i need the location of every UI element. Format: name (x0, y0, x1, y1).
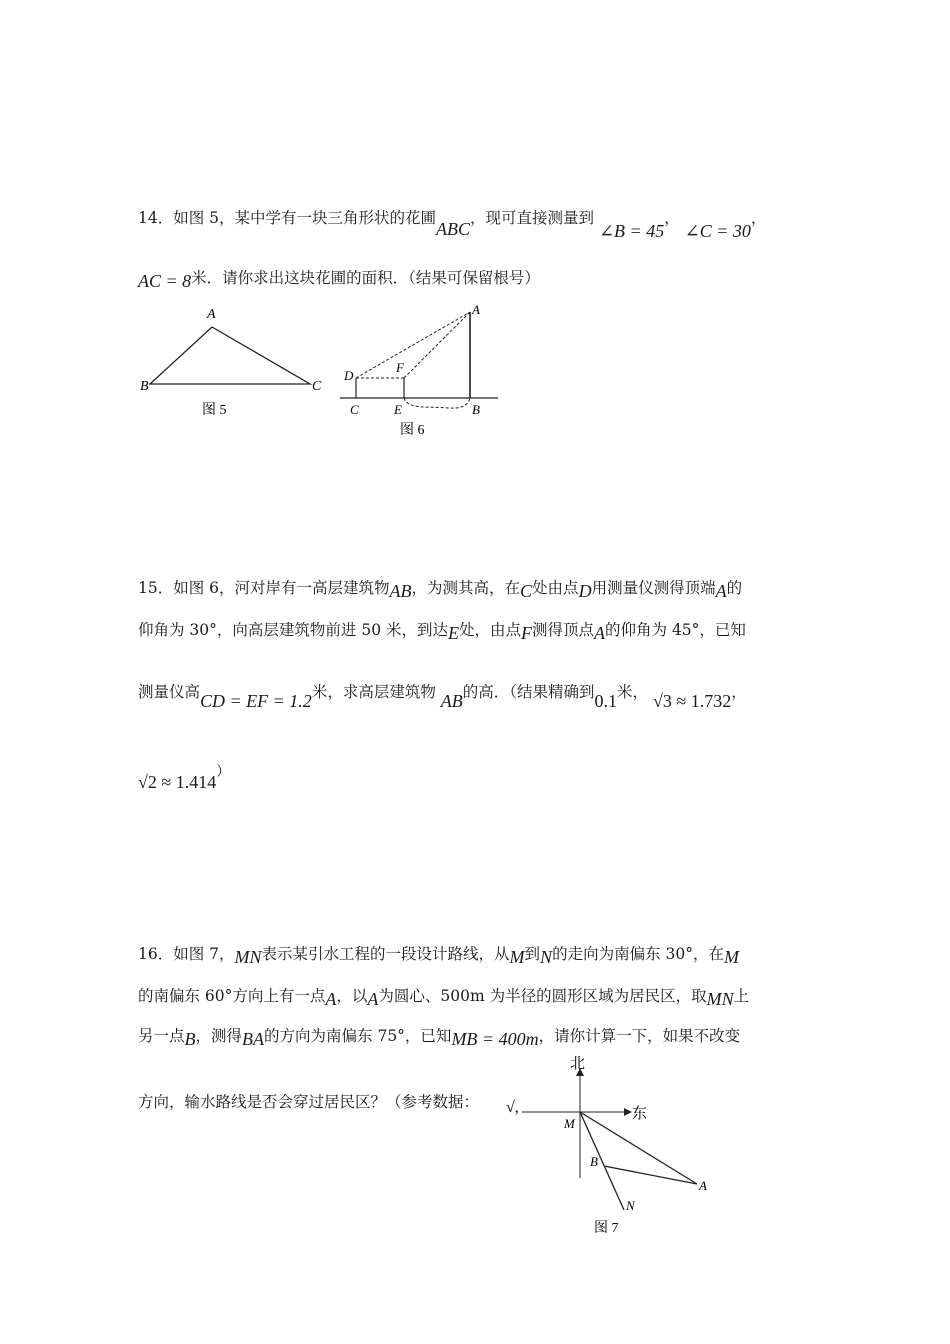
fig7-east-label: 东 (632, 1106, 648, 1122)
q16-line-2: 的南偏东 60°方向上有一点A，以A为圆心、500m 为半径的圆形区域为居民区，取MN上 (138, 987, 750, 1009)
fig7-label-m: M (564, 1116, 575, 1131)
triangle-abc (150, 327, 310, 384)
q15-line-1: 15．如图 6，河对岸有一高层建筑物AB，为测其高，在C处由点D用测量仪测得顶端A的 (138, 579, 743, 601)
fig7-label-b: B (590, 1154, 598, 1169)
sight-line-da (356, 312, 470, 378)
math-cd-ef: CD = EF = 1.2 (200, 691, 312, 711)
math-mb: MB = 400m (451, 1029, 539, 1049)
fig6-label-b: B (472, 402, 480, 417)
fig6-label-a: A (472, 302, 480, 317)
math-ab: AB (389, 581, 412, 601)
q14-line-2: AC = 8米．请你求出这块花圃的面积．（结果可保留根号） (138, 269, 540, 291)
fig6-caption: 图 6 (400, 423, 425, 438)
math-sqrt2: √2 ≈ 1.414 (138, 772, 217, 792)
q16-line-3: 另一点B，测得BA的方向为南偏东 75°，已知MB = 400m，请你计算一下，如果不改变 (138, 1027, 741, 1049)
q15-line-2: 仰角为 30°，向高层建筑物前进 50 米，到达E处，由点F测得顶点A的仰角为 45°，已知 (138, 621, 746, 643)
figure-6 (338, 300, 510, 440)
fig7-label-a: A (699, 1178, 707, 1193)
fig6-label-d: D (344, 368, 354, 383)
fig7-sqrt-fragment: √, (506, 1099, 519, 1116)
q15-line-4: √2 ≈ 1.414） (138, 764, 231, 792)
fig5-label-a: A (207, 307, 216, 322)
figure-7 (500, 1050, 730, 1240)
q16-line-4: 方向，输水路线是否会穿过居民区？（参考数据： (138, 1093, 480, 1111)
q14-line-1: 14．如图 5，某中学有一块三角形状的花圃ABC，现可直接测量到 ∠B = 45， ∠C = 30， (138, 209, 767, 241)
math-angle-c: ∠C = 30 (684, 221, 751, 241)
fig6-label-e: E (394, 402, 402, 417)
fig5-label-b: B (140, 379, 149, 394)
fig6-label-c: C (350, 402, 359, 417)
route-mn (580, 1112, 624, 1210)
fig7-caption: 图 7 (594, 1221, 619, 1236)
math-angle-b: ∠B = 45 (598, 221, 665, 241)
fig5-caption: 图 5 (202, 403, 227, 418)
fig5-label-c: C (312, 379, 322, 394)
figure-5 (138, 302, 338, 422)
math-ac: AC = 8 (138, 271, 192, 291)
fig7-north-label: 北 (570, 1056, 586, 1072)
fig7-label-n: N (626, 1198, 635, 1213)
math-abc: ABC (436, 219, 471, 239)
river-outline (404, 398, 470, 408)
q16-line-1: 16．如图 7，MN表示某引水工程的一段设计路线，从M到N的走向为南偏东 30°，在M (138, 945, 739, 967)
fig6-label-f: F (396, 360, 404, 375)
math-sqrt3: √3 ≈ 1.732 (652, 691, 732, 711)
q15-line-3: 测量仪高CD = EF = 1.2米，求高层建筑物 AB的高．（结果精确到0.1米， √3 ≈ 1.732， (138, 683, 747, 711)
